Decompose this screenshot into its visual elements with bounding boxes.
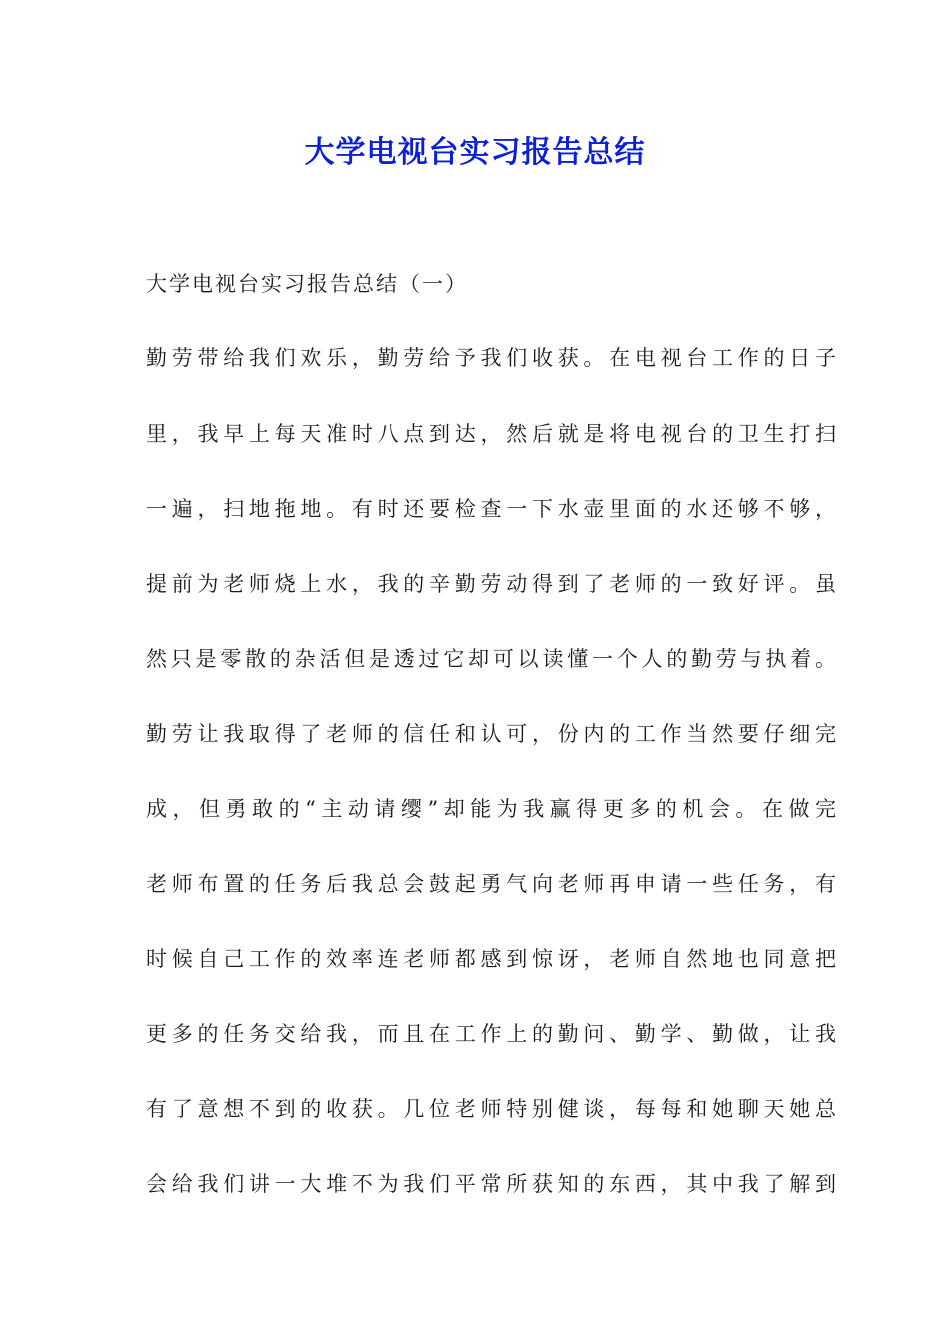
paragraph-line: 勤劳让我取得了老师的信任和认可，份内的工作当然要仔细完 [146, 722, 836, 746]
paragraph-line: 里，我早上每天准时八点到达，然后就是将电视台的卫生打扫 [146, 422, 836, 446]
paragraph-line: 会给我们讲一大堆不为我们平常所获知的东西，其中我了解到 [146, 1172, 836, 1196]
paragraph-line: 老师布置的任务后我总会鼓起勇气向老师再申请一些任务，有 [146, 872, 836, 896]
paragraph-line: 提前为老师烧上水，我的辛勤劳动得到了老师的一致好评。虽 [146, 572, 836, 596]
page-title: 大学电视台实习报告总结 [304, 135, 646, 170]
paragraph-line: 一遍，扫地拖地。有时还要检查一下水壶里面的水还够不够， [146, 497, 836, 521]
paragraph-line: 勤劳带给我们欢乐，勤劳给予我们收获。在电视台工作的日子 [146, 346, 836, 370]
paragraph-line: 时候自己工作的效率连老师都感到惊讶，老师自然地也同意把 [146, 947, 836, 971]
paragraph-line: 然只是零散的杂活但是透过它却可以读懂一个人的勤劳与执着。 [146, 647, 836, 671]
paragraph-line: 更多的任务交给我，而且在工作上的勤问、勤学、勤做，让我 [146, 1022, 836, 1046]
paragraph-line: 有了意想不到的收获。几位老师特别健谈，每每和她聊天她总 [146, 1097, 836, 1121]
section-subheading: 大学电视台实习报告总结（一） [146, 272, 468, 296]
paragraph-line: 成，但勇敢的“主动请缨”却能为我赢得更多的机会。在做完 [146, 797, 836, 821]
